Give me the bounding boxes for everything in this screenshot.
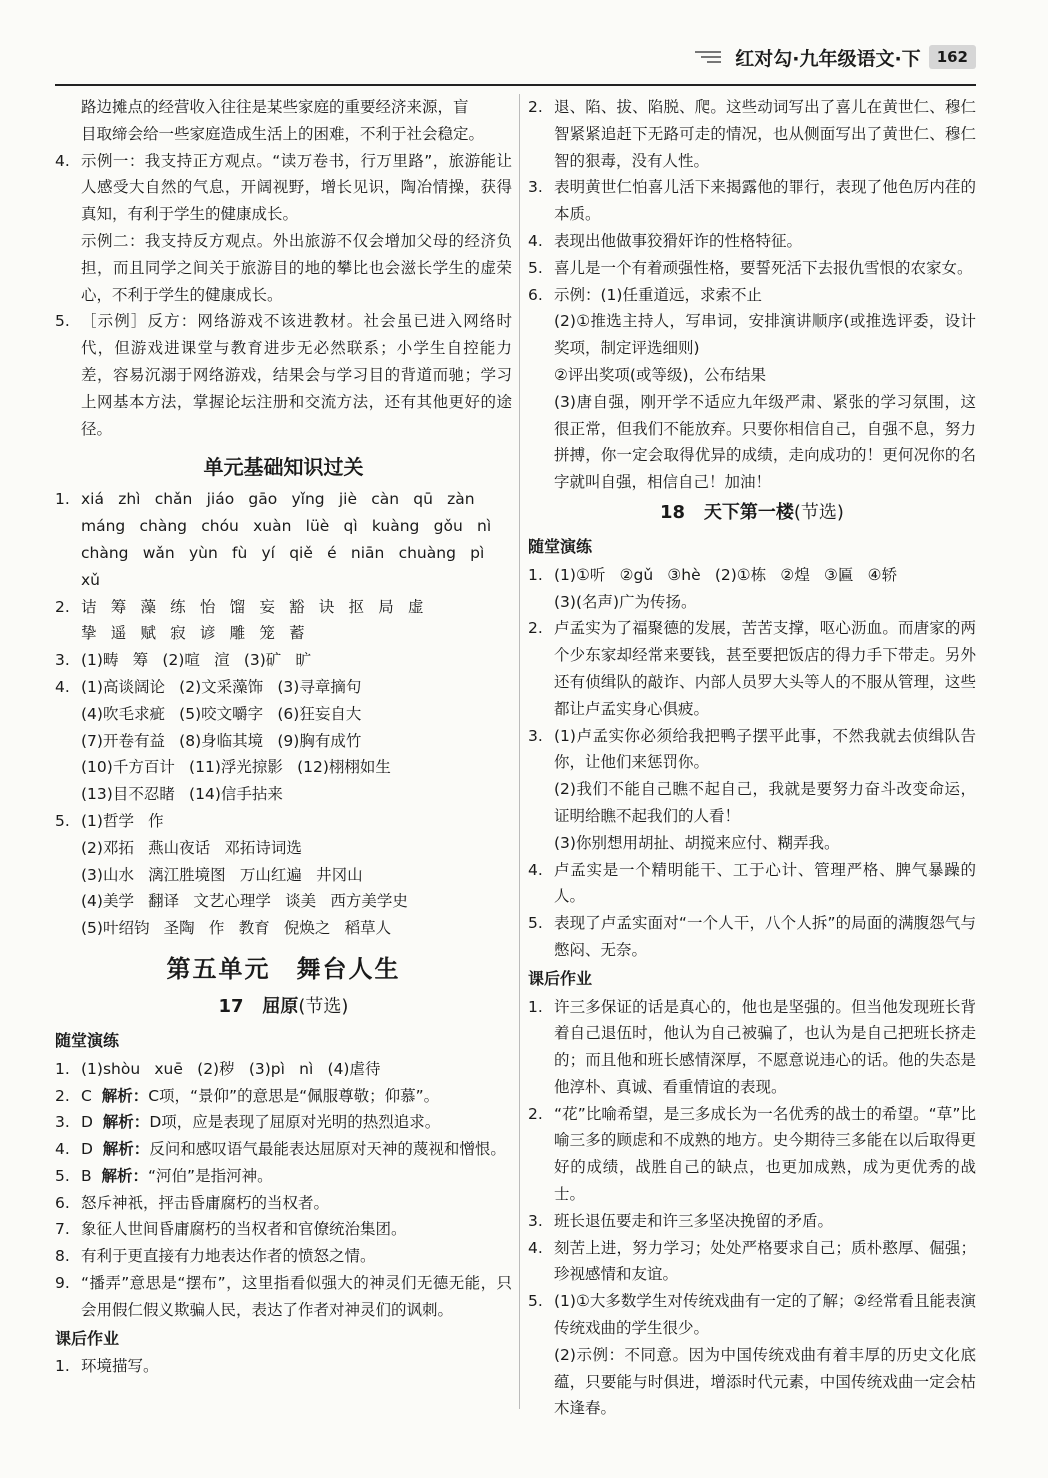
- answer-item: 5. 表现了卢孟实面对“一个人干，八个人拆”的局面的满腹怨气与憋闷、无奈。: [528, 914, 976, 959]
- answer-item: 2. 卢孟实为了福聚德的发展，苦苦支撑，呕心沥血。而唐家的两个少东家却经常来要钱，甚至要把饭店的得力手下带走。另外还有侦缉队的敲诈、内部人员罗大头等人的不服从管理，这些都让卢孟实身心俱疲。: [528, 619, 976, 718]
- answer-item: 5. (1)哲学 作 (2)邓拓 燕山夜话 邓拓诗词选 (3)山水 漓江胜境图 万山红遍 井冈山 (4)美学 翻译 文艺心理学 谈美 西方美学史 (5)叶绍钧 圣陶 作 教育 倪焕之 稻草人: [55, 811, 408, 938]
- answer-text: 示例二：我支持反方观点。外出旅游不仅会增加父母的经济负担，而且同学之间关于旅游目的地的攀比也会滋长学生的虚荣心，不利于学生的健康成长。: [81, 231, 512, 304]
- answer-item: 4. 刻苦上进，努力学习；处处严格要求自己；质朴憨厚、倔强；珍视感情和友谊。: [528, 1238, 976, 1284]
- answer-item: 3. 表明黄世仁怕喜儿活下来揭露他的罪行，表现了他色厉内荏的本质。: [528, 178, 976, 224]
- page-number: 162: [929, 45, 976, 69]
- unit-title: 第五单元 舞台人生: [166, 954, 401, 983]
- right-column: [528, 94, 976, 1422]
- answer-item: 3. (1)畴 筹 (2)喧 渲 (3)矿 旷: [55, 651, 312, 670]
- subsection-title: 课后作业: [55, 1328, 120, 1348]
- answer-item: 4. 卢孟实是一个精明能干、工于心计、管理严格、脾气暴躁的人。: [528, 860, 976, 906]
- answer-item: 5. B 解析：“河伯”是指河神。: [55, 1166, 273, 1185]
- answer-item: 2. “花”比喻希望，是三多成长为一名优秀的战士的希望。“草”比喻三多的顾虑和不成熟的地方。史今期待三多能在以后取得更好的成绩，战胜自己的缺点，也更加成熟，成为更优秀的战士。: [528, 1104, 976, 1204]
- answer-item: 8. 有利于更直接有力地表达作者的愤怒之情。: [55, 1247, 376, 1266]
- answer-item: 1. (1)①听 ②gǔ ③hè (2)①栋 ②煌 ③匾 ④轿 (3)(名声)广为传扬。: [528, 565, 898, 611]
- lesson-title: 18 天下第一楼(节选): [660, 501, 844, 523]
- header-rule: [55, 84, 976, 86]
- answer-item: 4. D 解析：反问和感叹语气最能表达屈原对天神的蔑视和憎恨。: [55, 1140, 506, 1159]
- subsection-title: 随堂演练: [55, 1030, 120, 1050]
- answer-item: 5. 喜儿是一个有着顽强性格，要誓死活下去报仇雪恨的农家女。: [528, 258, 973, 277]
- answer-item: 1. 环境描写。: [55, 1357, 159, 1376]
- answer-item: 2. C 解析：C项，“景仰”的意思是“佩服尊敬；仰慕”。: [55, 1086, 440, 1105]
- answer-item: 5. ［示例］反方：网络游戏不该进教材。社会虽已进入网络时代，但游戏进课堂与教育进步无必然联系；小学生自控能力差，容易沉溺于网络游戏，结果会与学习目的背道而驰；学习上网基本方法，掌握论坛注册和交流方法，还有其他更好的途径。: [55, 312, 512, 438]
- left-column: [55, 94, 512, 1380]
- continued-text: 路边摊点的经营收入往往是某些家庭的重要经济来源，盲 目取缔会给一些家庭造成生活上的困难，不利于社会稳定。: [81, 98, 485, 143]
- answer-item: 4. 表现出他做事狡猾奸诈的性格特征。: [528, 231, 803, 250]
- answer-item: 7. 象征人世间昏庸腐朽的当权者和官僚统治集团。: [55, 1220, 407, 1239]
- answer-item: 6. 示例：(1)任重道远，求索不止 (2)①推选主持人，写串词，安排演讲顺序(或推选评委，设计奖项，制定评选细则) ②评出奖项(或等级)，公布结果 (3)唐自强，刚开学不适应九年级严肃、紧张的学习氛围，这很正常，但我们不能放弃。只要你相信自己，自强不息，努力拼搏，你一定会取得优异的成绩，走向成功的！更何况你的名字就叫自强，相信自己！加油！: [528, 285, 976, 492]
- answer-item: 9. “播弄”意思是“摆布”，这里指看似强大的神灵们无德无能，只会用假仁假义欺骗人民，表达了作者对神灵们的讽刺。: [55, 1274, 512, 1319]
- lesson-title: 17 屈原(节选): [218, 995, 349, 1017]
- subsection-title: 随堂演练: [528, 536, 593, 556]
- subsection-title: 课后作业: [528, 968, 593, 988]
- answer-item: 1. xiá zhì chǎn jiáo gāo yǐng jiè càn qū zàn máng chàng chóu xuàn lüè qì kuàng gǒu nì chàng wǎn yùn fù yí qiě é niān chuàng pì xǔ: [55, 490, 492, 589]
- answer-item: 3. (1)卢孟实你必须给我把鸭子摆平此事，不然我就去侦缉队告你，让他们来惩罚你。 (2)我们不能自己瞧不起自己，我就是要努力奋斗改变命运，证明给瞧不起我们的人看！ (3)你别想用胡扯、胡搅来应付、糊弄我。: [528, 726, 976, 852]
- answer-item: 2. 诘 筹 藻 练 怡 馏 妄 豁 诀 抠 局 虚 挚 遥 赋 寂 谚 雕 笼 蓄: [55, 597, 424, 643]
- running-header: [695, 40, 976, 74]
- section-title: 单元基础知识过关: [203, 455, 364, 480]
- answer-item: 3. D 解析：D项，应是表现了屈原对光明的热烈追求。: [55, 1113, 441, 1132]
- answer-item: 3. 班长退伍要走和许三多坚决挽留的矛盾。: [528, 1211, 834, 1230]
- header-lines-icon: [695, 51, 721, 63]
- answer-item: 1. (1)shòu xuē (2)秽 (3)pì nì (4)虐待: [55, 1059, 381, 1078]
- answer-item: 4. 示例一：我支持正方观点。“读万卷书，行万里路”，旅游能让人感受大自然的气息，开阔视野，增长见识，陶冶情操，获得真知，有利于学生的健康成长。: [55, 151, 512, 224]
- answer-item: 6. 怒斥神祇，抨击昏庸腐朽的当权者。: [55, 1193, 330, 1212]
- answer-item: 1. 许三多保证的话是真心的，他也是坚强的。但当他发现班长背着自己退伍时，他认为自己被骗了，也认为是自己把班长挤走的；而且他和班长感情深厚，不愿意说违心的话。他的失态是他淳朴、真诚、看重情谊的表现。: [528, 997, 976, 1096]
- answer-item: 2. 退、陷、拔、陷脱、爬。这些动词写出了喜儿在黄世仁、穆仁智紧紧追赶下无路可走的情况，也从侧面写出了黄世仁、穆仁智的狠毒，没有人性。: [528, 98, 976, 170]
- answer-item: 5. (1)①大多数学生对传统戏曲有一定的了解；②经常看且能表演传统戏曲的学生很少。 (2)示例：不同意。因为中国传统戏曲有着丰厚的历史文化底蕴，只要能与时俱进，增添时代元素，中国传统戏曲一定会枯木逢春。: [528, 1292, 976, 1418]
- answer-item: 4. (1)高谈阔论 (2)文采藻饰 (3)寻章摘句 (4)吹毛求疵 (5)咬文嚼字 (6)狂妄自大 (7)开卷有益 (8)身临其境 (9)胸有成竹 (10)千方百计 (11)浮光掠影 (12)栩栩如生 (13)目不忍睹 (14)信手拈来: [55, 677, 391, 804]
- header-title: 红对勾·九年级语文·下: [735, 47, 921, 70]
- column-divider: [519, 94, 520, 1409]
